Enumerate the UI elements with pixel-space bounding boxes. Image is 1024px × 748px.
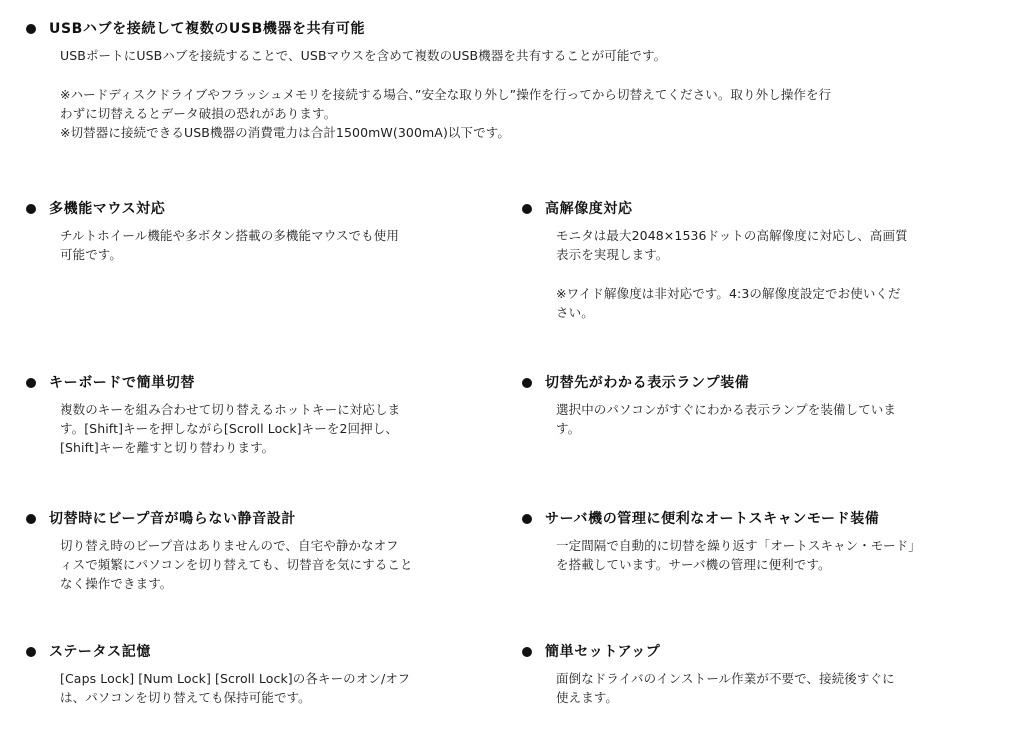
- note-text: [60, 85, 996, 142]
- section-mouse: [26, 200, 506, 264]
- heading-text: 簡単セットアップ: [545, 644, 661, 660]
- text-line: チルトホイール機能や多ボタン搭載の多機能マウスでも使用: [60, 228, 399, 243]
- bullet-icon: [522, 514, 532, 524]
- section-heading: [522, 374, 1002, 392]
- text-line: なく操作できます。: [60, 576, 173, 591]
- heading-text: キーボードで簡単切替: [49, 375, 195, 391]
- description-text: [556, 226, 1002, 264]
- section-lamp: [522, 374, 1002, 438]
- text-line: [Caps Lock] [Num Lock] [Scroll Lock]の各キーのオン/オフ: [60, 671, 411, 686]
- section-autoscan: [522, 510, 1012, 574]
- section-silent: [26, 510, 506, 593]
- section-setup: [522, 643, 1002, 707]
- note-line: わずに切替えるとデータ破損の恐れがあります。: [60, 106, 337, 121]
- section-heading: [26, 510, 506, 528]
- heading-text: USBハブを接続して複数のUSB機器を共有可能: [49, 21, 366, 37]
- text-line: を搭載しています。サーバ機の管理に便利です。: [556, 557, 831, 572]
- section-heading: [26, 374, 506, 392]
- bullet-icon: [522, 204, 532, 214]
- heading-text: 切替時にビープ音が鳴らない静音設計: [49, 511, 296, 527]
- text-line: す。: [556, 421, 581, 436]
- heading-text: ステータス記憶: [49, 644, 151, 660]
- text-line: 可能です。: [60, 247, 123, 262]
- description-text: [556, 400, 1002, 438]
- bullet-icon: [522, 378, 532, 388]
- note-line: ※切替器に接続できるUSB機器の消費電力は合計1500mW(300mA)以下です。: [60, 125, 510, 140]
- section-status: [26, 643, 506, 707]
- bullet-icon: [26, 24, 36, 34]
- heading-text: 多機能マウス対応: [49, 201, 166, 217]
- description-text: [556, 536, 1012, 574]
- description-text: [556, 669, 1002, 707]
- section-resolution: [522, 200, 1002, 322]
- section-keyboard: [26, 374, 506, 457]
- text-line: は、パソコンを切り替えても保持可能です。: [60, 690, 311, 705]
- text-line: 表示を実現します。: [556, 247, 669, 262]
- text-line: 使えます。: [556, 690, 619, 705]
- text-line: 複数のキーを組み合わせて切り替えるホットキーに対応しま: [60, 402, 401, 417]
- section-usb-hub: [26, 20, 996, 142]
- note-line: さい。: [556, 305, 594, 320]
- text-line: 選択中のパソコンがすぐにわかる表示ランプを装備していま: [556, 402, 896, 417]
- text-line: 切り替え時のビープ音はありませんので、自宅や静かなオフ: [60, 538, 399, 553]
- text-line: [Shift]キーを離すと切り替わります。: [60, 440, 275, 455]
- text-line: 一定間隔で自動的に切替を繰り返す「オートスキャン・モード」: [556, 538, 921, 553]
- description-text: [60, 536, 506, 593]
- section-heading: [522, 510, 1012, 528]
- bullet-icon: [26, 378, 36, 388]
- heading-text: 切替先がわかる表示ランプ装備: [545, 375, 750, 391]
- text-line: モニタは最大2048×1536ドットの高解像度に対応し、高画質: [556, 228, 908, 243]
- section-heading: [522, 643, 1002, 661]
- section-heading: [522, 200, 1002, 218]
- heading-text: サーバ機の管理に便利なオートスキャンモード装備: [545, 511, 880, 527]
- bullet-icon: [26, 647, 36, 657]
- text-line: ィスで頻繁にパソコンを切り替えても、切替音を気にすること: [60, 557, 413, 572]
- description-text: [60, 669, 506, 707]
- description-text: [60, 400, 506, 457]
- note-line: ※ハードディスクドライブやフラッシュメモリを接続する場合、”安全な取り外し”操作を行ってから切替えてください。取り外し操作を行: [60, 87, 832, 102]
- description-text: [60, 226, 506, 264]
- text-line: 面倒なドライバのインストール作業が不要で、接続後すぐに: [556, 671, 895, 686]
- note-text: [556, 284, 1002, 322]
- bullet-icon: [522, 647, 532, 657]
- note-line: ※ワイド解像度は非対応です。4:3の解像度設定でお使いくだ: [556, 286, 901, 301]
- bullet-icon: [26, 514, 36, 524]
- section-heading: [26, 200, 506, 218]
- bullet-icon: [26, 204, 36, 214]
- section-heading: [26, 20, 996, 38]
- description-text: USBポートにUSBハブを接続することで、USBマウスを含めて複数のUSB機器を共有することが可能です。: [60, 48, 667, 63]
- text-line: す。[Shift]キーを押しながら[Scroll Lock]キーを2回押し、: [60, 421, 398, 436]
- heading-text: 高解像度対応: [545, 201, 633, 217]
- section-heading: [26, 643, 506, 661]
